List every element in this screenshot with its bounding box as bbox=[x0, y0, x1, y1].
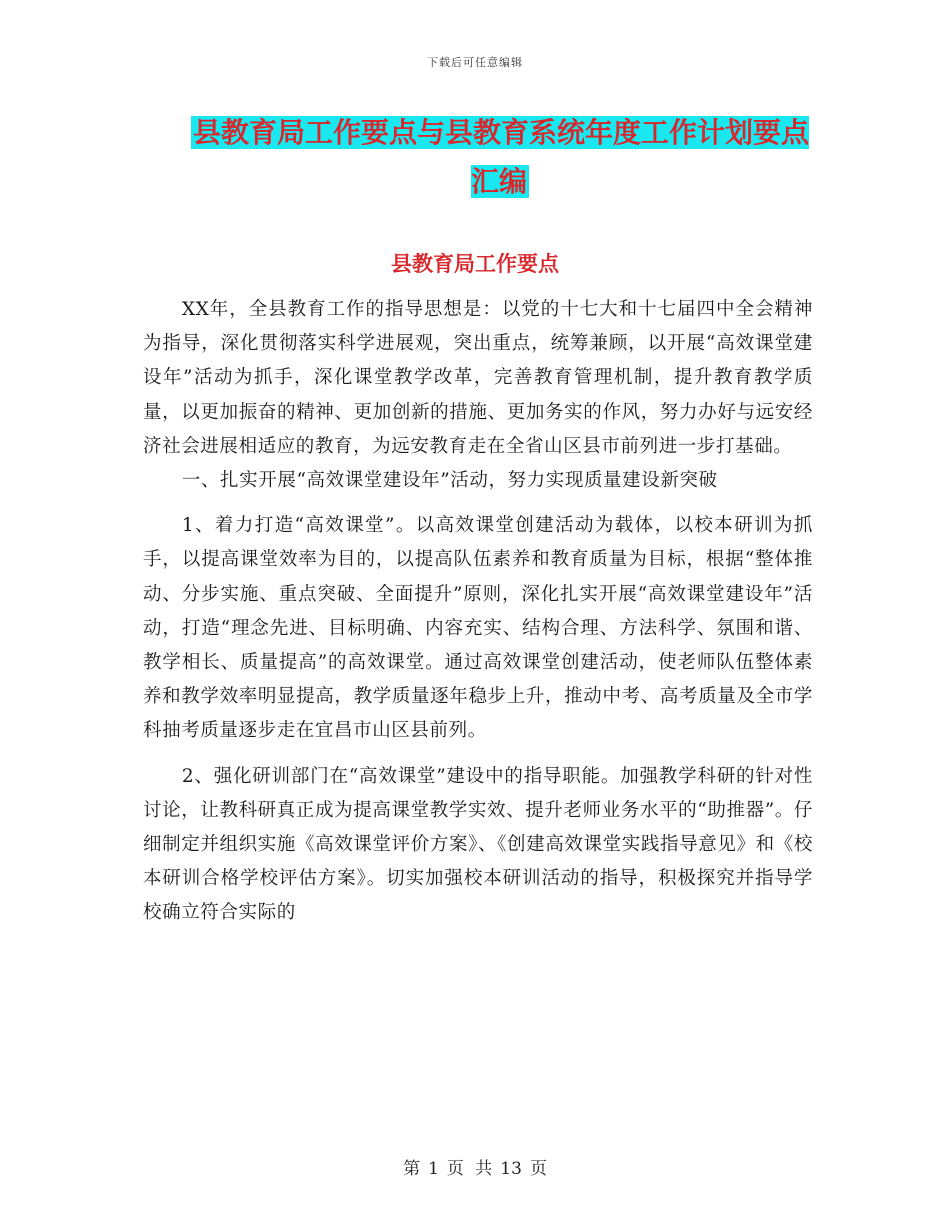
paragraph-heading-1: 一、扎实开展“高效课堂建设年”活动，努力实现质量建设新突破 bbox=[181, 470, 718, 492]
page-footer bbox=[0, 1154, 950, 1179]
footer-total-pages: 13 bbox=[500, 1159, 522, 1179]
header-note: 下载后可任意编辑 bbox=[427, 56, 523, 69]
footer-middle: 页 共 bbox=[446, 1159, 493, 1179]
footer-prefix: 第 bbox=[403, 1159, 421, 1179]
document-title-text: 县教育局工作要点与县教育系统年度工作计划要点汇编 bbox=[192, 116, 809, 198]
footer-suffix: 页 bbox=[529, 1159, 547, 1179]
document-title bbox=[190, 108, 810, 206]
section-title: 县教育局工作要点 bbox=[391, 251, 559, 276]
paragraph-item-2: 2、强化研训部门在“高效课堂”建设中的指导职能。加强教学科研的针对性讨论，让教科研真正成为提高课堂教学实效、提升老师业务水平的“助推器”。仔细制定并组织实施《高效课堂评价方案》、《创建高效课堂实践指导意见》和《校本研训合格学校评估方案》。切实加强校本研训活动的指导，积极探究并指导学校确立符合实际的 bbox=[143, 765, 813, 924]
paragraph-intro: XX年，全县教育工作的指导思想是：以党的十七大和十七届四中全会精神为指导，深化贯彻落实科学进展观，突出重点，统筹兼顾，以开展“高效课堂建设年”活动为抓手，深化课堂教学改革，完善教育管理机制，提升教育教学质量，以更加振奋的精神、更加创新的措施、更加务实的作风，努力办好与远安经济社会进展相适应的教育，为远安教育走在全省山区县市前列进一步打基础。 bbox=[143, 299, 813, 457]
document-body bbox=[143, 293, 813, 931]
footer-page-number: 1 bbox=[428, 1159, 439, 1179]
paragraph-item-1: 1、着力打造“高效课堂”。以高效课堂创建活动为载体，以校本研训为抓手，以提高课堂效率为目的，以提高队伍素养和教育质量为目标，根据“整体推动、分步实施、重点突破、全面提升”原则，深化扎实开展“高效课堂建设年”活动，打造“理念先进、目标明确、内容充实、结构合理、方法科学、氛围和谐、教学相长、质量提高”的高效课堂。通过高效课堂创建活动，使老师队伍整体素养和教学效率明显提高，教学质量逐年稳步上升，推动中考、高考质量及全市学科抽考质量逐步走在宜昌市山区县前列。 bbox=[143, 515, 813, 742]
